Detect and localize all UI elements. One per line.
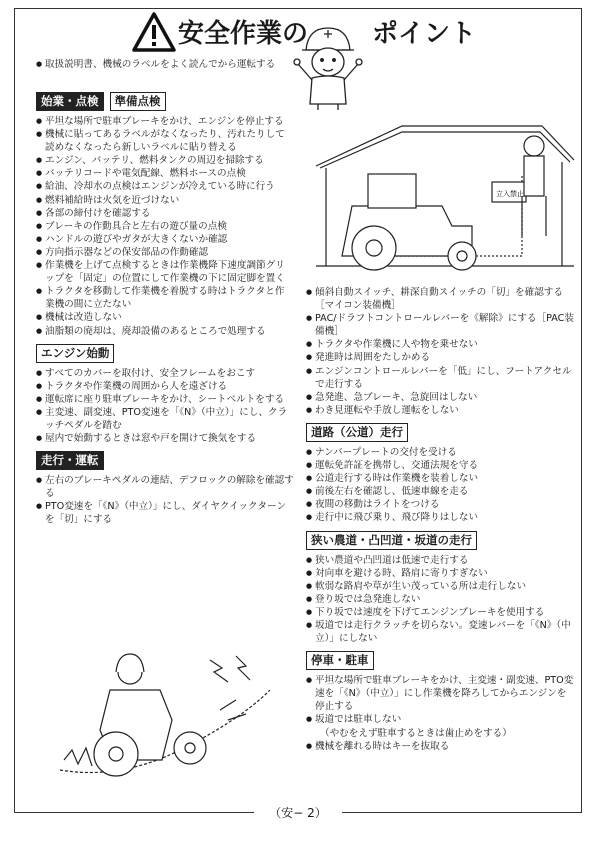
bullet-item: ● 機械を離れる時はキーを抜取る xyxy=(306,740,574,753)
bullet-item: ● 傾斜自動スイッチ、耕深自動スイッチの「切」を確認する［マイコン装備機］ xyxy=(306,286,574,312)
warning-triangle-icon xyxy=(132,12,176,52)
bullet-item: ● 急発進、急ブレーキ、急旋回はしない xyxy=(306,391,574,404)
bullet-item: ● 夜間の移動はライトをつける xyxy=(306,498,574,511)
page-number: （安− 2） xyxy=(269,806,327,820)
bullet-item: ● 燃料補給時は火気を近づけない xyxy=(36,194,294,207)
bullet-item: ● 前後左右を確認し、低速車線を走る xyxy=(306,485,574,498)
section-heading: 道路（公道）走行 xyxy=(306,423,408,442)
bullet-item: ● 狭い農道や凸凹道は低速で走行する xyxy=(306,554,574,567)
bullet-item: ● トラクタや作業機の周囲から人を遠ざける xyxy=(36,380,294,393)
bullet-item: ● 給油、冷却水の点検はエンジンが冷えている時に行う xyxy=(36,180,294,193)
bullet-item: ● 機械に貼ってあるラベルがなくなったり、汚れたりして読めなくなったら新しいラベルに貼り替える xyxy=(36,128,294,154)
bullet-item: ● 運転席に座り駐車ブレーキをかけ、シートベルトをする xyxy=(36,393,294,406)
bullet-item: ● 左右のブレーキペダルの連結、デフロックの解除を確認する xyxy=(36,474,294,500)
section-heading: 準備点検 xyxy=(110,92,166,111)
section-heading-row xyxy=(306,645,574,674)
bullet-item: ● 平坦な場所で駐車ブレーキをかけ、主変速・副変速、PTO変速を「《N》（中立）」にし作業機を降ろしてからエンジンを停止する xyxy=(306,674,574,713)
bullet-item: ● 坂道では走行クラッチを切らない。変速レバーを「《N》（中立）」にしない xyxy=(306,619,574,645)
bullet-item: ● 主変速、副変速、PTO変速を「《N》（中立）」にし、クラッチペダルを踏む xyxy=(36,406,294,432)
section-heading: 停車・駐車 xyxy=(306,651,374,670)
bullet-item: ● すべてのカバーを取付け、安全フレームをおこす xyxy=(36,367,294,380)
bullet-item: ● 平坦な場所で駐車ブレーキをかけ、エンジンを停止する xyxy=(36,115,294,128)
bullet-item: ● 機械は改造しない xyxy=(36,311,294,324)
section-heading: 狭い農道・凸凹道・坂道の走行 xyxy=(306,531,477,550)
worker-mascot-illustration xyxy=(288,20,368,112)
bullet-item: ● わき見運転や手放し運転をしない xyxy=(306,404,574,417)
page-title-left: 安全作業の xyxy=(178,19,309,49)
bullet-item: ● ブレーキの作動具合と左右の遊び量の点検 xyxy=(36,220,294,233)
section-heading-row xyxy=(306,417,574,446)
left-column xyxy=(36,86,294,527)
bullet-item: ● 走行中に飛び乗り、飛び降りはしない xyxy=(306,511,574,524)
bullet-item: ● 登り坂では急発進しない xyxy=(306,593,574,606)
bullet-item: ● 発進時は周囲をたしかめる xyxy=(306,351,574,364)
section-heading-row xyxy=(306,525,574,554)
bullet-item: ● トラクタや作業機に人や物を乗せない xyxy=(306,338,574,351)
bullet-item: ● 坂道では駐車しない xyxy=(306,713,574,726)
bullet-item: ● PAC/ドラフトコントロールレバーを《解除》にする［PAC装備機］ xyxy=(306,312,574,338)
intro-item: ● 取扱説明書、機械のラベルをよく読んでから運転する xyxy=(36,58,286,71)
bullet-item: ● PTO変速を「《N》（中立）」にし、ダイヤクイックターンを「切」にする xyxy=(36,500,294,526)
barn-sign-text: 立入禁止 xyxy=(496,190,524,198)
bullet-item: ● 下り坂では速度を下げてエンジンブレーキを使用する xyxy=(306,606,574,619)
bullet-item: ● 油脂類の廃却は、廃却設備のあるところで処理する xyxy=(36,325,294,338)
bullet-item: ● 方向指示器などの保安部品の作動確認 xyxy=(36,246,294,259)
right-column xyxy=(306,286,574,753)
section-heading: エンジン始動 xyxy=(36,344,114,363)
bullet-item: ● トラクタを移動して作業機を着脱する時はトラクタと作業機の間に立たない xyxy=(36,285,294,311)
tractor-on-slope-illustration xyxy=(60,650,270,790)
section-heading-row xyxy=(36,338,294,367)
bullet-item: ● 作業機を上げて点検するときは作業機降下速度調節グリップを「固定」の位置にして作業機の下に固定脚を置く xyxy=(36,259,294,285)
bullet-item: ● 各部の締付けを確認する xyxy=(36,207,294,220)
bullet-item: （やむをえず駐車するときは歯止めをする） xyxy=(320,727,512,739)
bullet-item: ● 対向車を避ける時、路肩に寄りすぎない xyxy=(306,567,574,580)
bullet-item: ● 運転免許証を携帯し、交通法規を守る xyxy=(306,459,574,472)
section-heading-row xyxy=(36,86,294,115)
bullet-item: ● エンジン、バッテリ、燃料タンクの周辺を掃除する xyxy=(36,154,294,167)
tractor-barn-illustration xyxy=(312,116,576,284)
section-heading: 始業・点検 xyxy=(36,92,104,111)
section-heading-row xyxy=(36,445,294,474)
bullet-item: ● 屋内で始動するときは窓や戸を開けて換気をする xyxy=(36,432,294,445)
bullet-item: ● ハンドルの遊びやガタが大きくないか確認 xyxy=(36,233,294,246)
bullet-item: ● 公道走行する時は作業機を装着しない xyxy=(306,472,574,485)
page-title-right: ポイント xyxy=(372,19,477,49)
section-heading: 走行・運転 xyxy=(36,451,104,470)
bullet-item: ● エンジンコントロールレバーを「低」にし、フートアクセルで走行する xyxy=(306,365,574,391)
bullet-item: ● バッテリコードや電気配線、燃料ホースの点検 xyxy=(36,167,294,180)
bullet-item: ● 軟弱な路肩や草が生い茂っている所は走行しない xyxy=(306,580,574,593)
bullet-item: ● ナンバープレートの交付を受ける xyxy=(306,446,574,459)
